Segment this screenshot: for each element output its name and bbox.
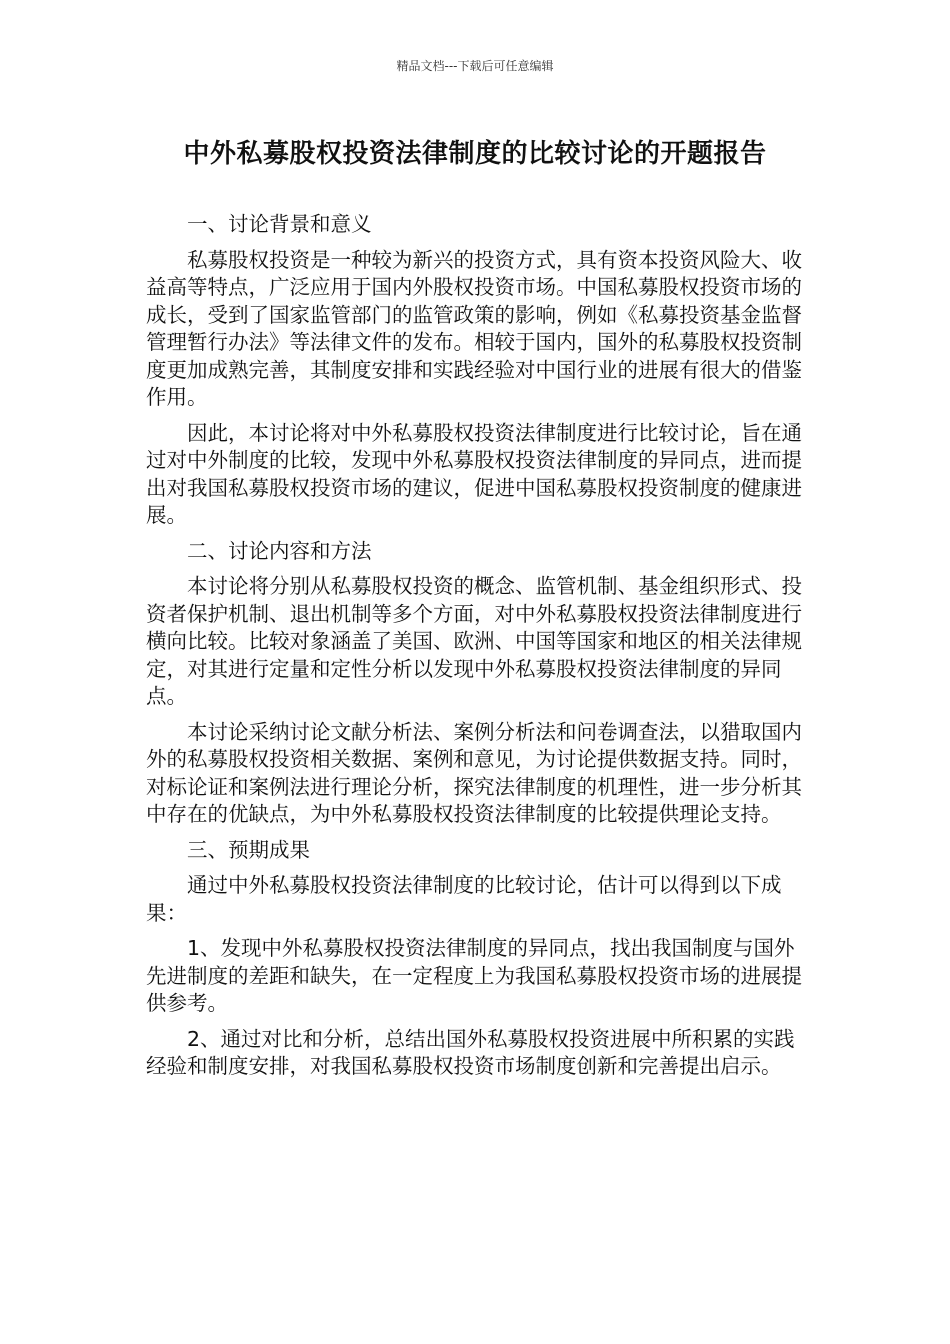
paragraph-method-1: 本讨论采纳讨论文献分析法、案例分析法和问卷调查法，以猎取国内外的私募股权投资相关数据、案例和意见，为讨论提供数据支持。同时，对标论证和案例法进行理论分析，探究法律制度的机理性，进一步分析其中存在的优缺点，为中外私募股权投资法律制度的比较提供理论支持。	[146, 719, 802, 826]
paragraph-background-2: 因此，本讨论将对中外私募股权投资法律制度进行比较讨论，旨在通过对中外制度的比较，发现中外私募股权投资法律制度的异同点，进而提出对我国私募股权投资市场的建议，促进中国私募股权投资制度的健康进展。	[146, 420, 802, 527]
header-note: 精品文档---下载后可任意编辑	[396, 59, 554, 73]
paragraph-content-1: 本讨论将分别从私募股权投资的概念、监管机制、基金组织形式、投资者保护机制、退出机制等多个方面，对中外私募股权投资法律制度进行横向比较。比较对象涵盖了美国、欧洲、中国等国家和地区的相关法律规定，对其进行定量和定性分析以发现中外私募股权投资法律制度的异同点。	[146, 574, 802, 708]
section-heading-expected-results: 三、预期成果	[187, 837, 310, 862]
document-title: 中外私募股权投资法律制度的比较讨论的开题报告	[183, 139, 767, 169]
paragraph-result-item-2: 2、通过对比和分析，总结出国外私募股权投资进展中所积累的实践经验和制度安排，对我国私募股权投资市场制度创新和完善提出启示。	[146, 1026, 795, 1078]
section-heading-content-method: 二、讨论内容和方法	[187, 538, 372, 563]
paragraph-background-1: 私募股权投资是一种较为新兴的投资方式，具有资本投资风险大、收益高等特点，广泛应用于国内外股权投资市场。中国私募股权投资市场的成长，受到了国家监管部门的监管政策的影响，例如《私募投资基金监督管理暂行办法》等法律文件的发布。相较于国内，国外的私募股权投资制度更加成熟完善，其制度安排和实践经验对中国行业的进展有很大的借鉴作用。	[146, 247, 802, 409]
section-heading-background: 一、讨论背景和意义	[187, 212, 372, 236]
paragraph-results-intro: 通过中外私募股权投资法律制度的比较讨论，估计可以得到以下成果：	[146, 873, 782, 925]
paragraph-result-item-1: 1、发现中外私募股权投资法律制度的异同点，找出我国制度与国外先进制度的差距和缺失，在一定程度上为我国私募股权投资市场的进展提供参考。	[146, 936, 802, 1015]
document-body	[146, 211, 806, 1089]
